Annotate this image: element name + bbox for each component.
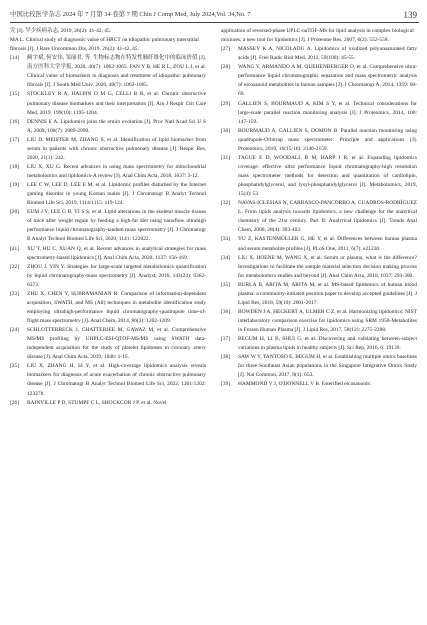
reference-text: SAW W Y, TANTOSO E, BEGUM H, et al. Establishing multiple omics baselines for three Southeast Asian populations in the Singapore Integrative Omics Study [J]. Nat Commun, 2017, 8(1): 653. <box>238 354 417 379</box>
reference-text: ZHOU J, YIN Y. Strategies for large-scale targeted metabolomics quantification by liquid chromatography-mass spectrometry [J]. Analyst, 2016, 141(23): 6362-6373. <box>27 263 206 288</box>
reference-entry <box>10 362 206 398</box>
reference-number: [22] <box>10 263 20 270</box>
reference-text: STOCKLEY R A, HALPIN D M G, CELLI B R, et al. Chronic obstructive pulmonary disease biomarkers and their interpretation [J]. Am J Respir Crit Care Med, 2019, 199(10): 1195-1204. <box>27 91 206 116</box>
reference-number: [29] <box>221 100 231 107</box>
reference-text: NAVAS-IGLESIAS N, CARRASCO-PANCORBO A, CUADROS-RODRÍGUEZ L. From lipids analysis towards lipidomics, a new challenge for the analytical chemistry of the 21st century. Part II: Analytical lipidomics [J]. Trends Anal Chem, 2008, 28(4): 393-403. <box>238 200 417 234</box>
reference-entry <box>10 136 206 163</box>
reference-number: [39] <box>221 381 231 388</box>
reference-entry <box>10 208 206 244</box>
reference-number: [23] <box>10 290 20 297</box>
reference-text: WANG Y, ARMANDO A M, QUEHENBERGER O, et al. Comprehensive ultra-performance liquid chromatographic separation and mass spectrometric analysis of eicosanoid metabolites in human samples [J]. J Chromatogr A, 2014, 1359: 60-69. <box>238 64 417 98</box>
page-number: 139 <box>403 10 417 20</box>
reference-entry <box>10 181 206 208</box>
left-reference-column <box>10 27 206 408</box>
reference-entry <box>221 63 417 99</box>
reference-entry <box>221 45 417 63</box>
reference-entry <box>221 127 417 154</box>
reference-number: [21] <box>10 245 20 252</box>
reference-entry <box>221 154 417 199</box>
reference-number: [33] <box>221 236 231 243</box>
reference-number: [18] <box>10 163 20 170</box>
reference-entry <box>221 199 417 235</box>
reference-entry <box>10 290 206 326</box>
reference-number: [31] <box>221 154 231 161</box>
reference-text: LIU X, ZHANG H, SI Y, et al. High-coverage lipidomics analysis reveals biomarkers for diagnosis of acute exacerbation of chronic obstructive pulmonary disease [J]. J Chromatogr B Analyt Technol Biomed Life Sci, 2022, 1201/1202: 123278. <box>27 363 206 397</box>
reference-number: [26] <box>10 399 20 406</box>
reference-entry <box>10 263 206 290</box>
reference-text: SCHLOTTERBECK J, CHATTERJEE M, GAWAZ M, et al. Comprehensive MS/MS profiling by UHPLC-ESI-QTOF-MS/MS using SWATH data-independent acquisition for the study of platelet lipidomes in coronary artery disease [J]. Anal Chim Acta, 2019, 1046: 1-15. <box>27 327 206 361</box>
reference-entry <box>10 118 206 136</box>
reference-number: [25] <box>10 363 20 370</box>
reference-text: BEGUM H, LI B, SHUI G, et al. Discovering and validating between-subject variations in plasma lipids in healthy subjects [J]. Sci Rep, 2016, 6: 19139. <box>238 336 417 352</box>
reference-text: GALLIEN S, BOURMAUD A, KIM S Y, et al. Technical considerations for large-scale parallel reaction monitoring analysis [J]. J Proteomics, 2014, 100: 147-159. <box>238 100 417 125</box>
reference-number: [32] <box>221 200 231 207</box>
reference-continuation: 究 [J]. 罕少疾病杂志, 2019, 26(2): 41-42, 45. <box>10 28 112 34</box>
reference-text: YU Z, KASTENMÜLLER G, HE Y, et al. Differences between human plasma and serum metabolite profiles [J]. PLoS One, 2011, 6(7): e21230. <box>238 236 417 252</box>
reference-entry <box>10 54 206 90</box>
journal-running-head: 中国比较医学杂志 2024 年 7 月第 34 卷第 7 期 Chin J Comp Med, July 2024,Vol. 34,No. 7 <box>10 11 251 18</box>
reference-number: [37] <box>221 336 231 343</box>
reference-entry <box>221 281 417 308</box>
reference-number: [35] <box>221 281 231 288</box>
reference-continuation: MA L. Clinical study of diagnostic value of HRCT on idiopathic pulmonary interstitial fibrosis [J]. J Rare Uncommon Dis, 2019, 26(2): 41-42, 45. <box>10 37 199 53</box>
reference-number: [30] <box>221 127 231 134</box>
reference-text: BOURMAUD A, GALLIEN S, DOMON B. Parallel reaction monitoring using quadrupole-Orbitrap mass spectrometer: Principle and applications [J]. Proteomics, 2016, 16(15/16): 2146-2159. <box>238 127 417 152</box>
reference-entry <box>221 353 417 380</box>
reference-entry <box>10 245 206 263</box>
reference-number: [27] <box>221 46 231 53</box>
reference-text: BOWDEN J A, HECKERT A, ULMER C Z, et al. Harmonizing lipidomics: NIST interlaboratory comparison exercise for lipidomics using SRM 1950-Metabolites in Frozen Human Plasma [J]. J Lipid Res, 2017, 58(12): 2275-2288. <box>238 308 417 334</box>
reference-text: ZHU X, CHEN Y, SUBRAMANIAN R. Comparison of information-dependent acquisition, SWATH, and MS (All) techniques in metabolite identification study employing ultrahigh-performance liquid chromatography-quadrupole time-of-flight mass spectrometry [J]. Anal Chem, 2014, 86(2): 1202-1209. <box>27 290 206 324</box>
reference-text: LIU D, MEISTER M, ZHANG S, et al. Identification of lipid biomarker from serum in patients with chronic obstructive pulmonary disease [J]. Respir Res, 2020, 21(1): 242. <box>27 136 206 161</box>
reference-entry <box>221 380 417 389</box>
reference-number: [16] <box>10 118 20 125</box>
reference-number: [15] <box>10 91 20 98</box>
reference-continuation: application of reversed-phase UPLC-oaTOF-MS for lipid analysis in complex biological mixtures; a new tool for lipidomics [J]. J Proteome Res, 2007, 6(2): 552-558. <box>221 28 414 44</box>
reference-number: [17] <box>10 136 20 143</box>
reference-number: [24] <box>10 327 20 334</box>
reference-text: HAMMOND V J, O'DONNELL V B. Esterified eicosanoids: <box>238 381 372 388</box>
reference-text: DENNIS E A. Lipidomics joins the omics evolution [J]. Proc Natl Acad Sci U S A, 2009, 106(7): 2089-2090. <box>27 118 206 134</box>
reference-entry <box>221 235 417 253</box>
reference-number: [28] <box>221 64 231 71</box>
reference-number: [14] <box>10 55 20 62</box>
reference-text: EUM J Y, LEE G B, YI S S, et al. Lipid alterations in the skeletal muscle tissues of mice after weight regain by feeding a high-fat diet using nanoflow ultrahigh performance liquid chromatography-tandem mass spectrometry [J]. J Chromatogr B Analyt Technol Biomed Life Sci, 2020, 1141: 122022. <box>27 209 206 243</box>
reference-number: [20] <box>10 209 20 216</box>
reference-text: RAINVILLE P D, STUMPF C L, SHOCKCOR J P, et al. Novel <box>27 399 167 406</box>
reference-entry <box>221 308 417 335</box>
reference-text: LIU X, HOENE M, WANG X, et al. Serum or plasma, what is the difference? Investigations to facilitate the sample material selection decision making process for metabolomics studies and beyond [J]. Anal Chim Acta, 2018, 1037: 293-300. <box>238 254 417 279</box>
right-reference-column <box>221 27 417 390</box>
reference-entry <box>221 335 417 353</box>
reference-text: LEE C W, LEE D, LEE E M, et al. Lipidomic profiles disturbed by the Internet gaming disorder in young Korean males [J]. J Chromatogr B Analyt Technol Biomed Life Sci, 2019, 1114/1115: 119-124. <box>27 182 206 207</box>
reference-entry <box>10 326 206 362</box>
page-header <box>10 8 419 23</box>
reference-text: BURLA B, ARITA M, ARITA M, et al. MS-based lipidomics of human blood plasma: a community-initiated position paper to develop accepted guidelines [J]. J Lipid Res, 2018, 59(10): 2001-2017. <box>238 281 417 306</box>
reference-number: [38] <box>221 354 231 361</box>
reference-text: XU T, HU C, XUAN Q, et al. Recent advances in analytical strategies for mass spectrometry-based lipidomics [J]. Anal Chim Acta, 2020, 1137: 156-169. <box>27 245 206 261</box>
reference-entry <box>221 254 417 281</box>
reference-entry <box>221 100 417 127</box>
reference-entry <box>10 163 206 181</box>
reference-entry <box>10 90 206 117</box>
reference-text: 蔺宇斌, 何安伟, 邹丽君, 等. 生物标志物在特发性肺纤维化中的临床价值 [J]. 南方医科大学学报, 2020, 40(7): 1062-1065. FAN Y B, HE R L, ZOU L J, et al. Clinical value of biomarkers in diagnosis and treatment of idiopathic pulmonary fibrosis [J]. J South Med Univ, 2020, 40(7): 1062-1065. <box>27 55 206 89</box>
reference-text: LIU X, XU G. Recent advances in using mass spectrometry for mitochondrial metabolomics and lipidomics-A review [J]. Anal Chim Acta, 2018, 1037: 3-12. <box>27 163 206 179</box>
reference-number: [34] <box>221 254 231 261</box>
reference-entry <box>10 399 206 408</box>
reference-text: MASSEY K A, NICOLAOU A. Lipidomics of oxidized polyunsaturated fatty acids [J]. Free Radic Biol Med, 2013, 59(100): 45-55. <box>238 46 417 62</box>
reference-number: [36] <box>221 308 231 315</box>
reference-number: [19] <box>10 182 20 189</box>
reference-text: TAGUE E D, WOODALL B M, HARP J R, et al. Expanding lipidomics coverage: effective ultra performance liquid chromatography-high resolution mass spectrometer methods for detection and quantitation of cardiolipin, phosphatidylglycerol, and lysyl-phosphatidylglycerol [J]. Metabolomics, 2019, 15(4): 53. <box>238 154 417 198</box>
